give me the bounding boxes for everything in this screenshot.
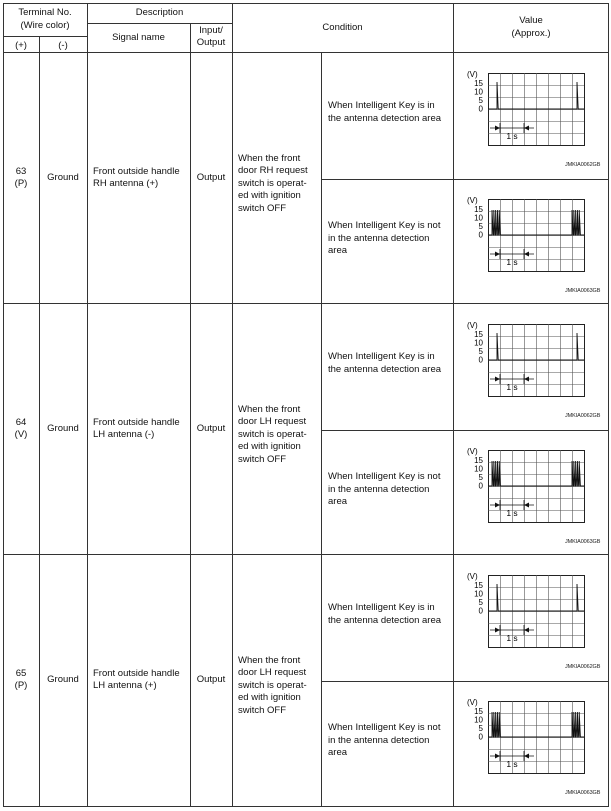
signal-name-line-1: LH antenna (+) — [93, 680, 157, 692]
waveform-y-tick: 5 — [478, 222, 483, 231]
waveform-y-tick: 10 — [474, 338, 483, 348]
waveform-y-tick: 15 — [474, 456, 483, 465]
waveform-trace — [488, 210, 584, 235]
waveform-figure-code: JMKIA0062GB — [565, 413, 601, 419]
condition-sub-line-2: area — [328, 245, 348, 257]
waveform-unit-label: (V) — [467, 698, 478, 707]
waveform-y-tick: 10 — [474, 715, 483, 725]
condition-main-line-4: switch OFF — [238, 704, 287, 716]
condition-main-line-0: When the front — [238, 152, 301, 164]
condition-main-line-4: switch OFF — [238, 453, 287, 465]
condition-main-line-2: switch is operat- — [238, 177, 307, 189]
header-minus: (-) — [58, 40, 68, 51]
time-marker-arrow — [495, 503, 500, 508]
header-io-line-0: Input/ — [199, 25, 223, 36]
condition-sub-line-0: When Intelligent Key is in — [328, 351, 435, 363]
header-plus: (+) — [15, 40, 27, 51]
time-marker-label: 1 s — [506, 759, 518, 769]
waveform-figure-code: JMKIA0062GB — [565, 162, 601, 168]
waveform-trace — [488, 82, 584, 109]
waveform-y-tick: 10 — [474, 589, 483, 599]
waveform-y-tick: 0 — [478, 104, 483, 114]
condition-main-line-3: ed with ignition — [238, 190, 301, 202]
waveform-unit-label: (V) — [467, 572, 478, 581]
time-marker-label: 1 s — [506, 131, 518, 141]
waveform-y-tick: 15 — [474, 581, 483, 590]
condition-main-line-0: When the front — [238, 403, 301, 415]
waveform-y-tick: 5 — [478, 473, 483, 482]
header-condition: Condition — [322, 22, 363, 33]
time-marker-label: 1 s — [506, 508, 518, 518]
condition-main-line-4: switch OFF — [238, 202, 287, 214]
header-wire-color: (Wire color) — [20, 20, 70, 31]
time-marker-arrow — [495, 377, 500, 382]
waveform-unit-label: (V) — [467, 70, 478, 79]
signal-name-line-1: RH antenna (+) — [93, 178, 159, 190]
condition-main-line-2: switch is operat- — [238, 428, 307, 440]
terminal-minus: Ground — [47, 673, 79, 685]
waveform-single-pulse — [461, 318, 609, 420]
waveform-y-tick: 0 — [478, 355, 483, 365]
waveform-unit-label: (V) — [467, 321, 478, 330]
terminal-number: 65 — [15, 667, 27, 679]
waveform-y-tick: 0 — [478, 230, 483, 240]
waveform-y-tick: 15 — [474, 79, 483, 88]
condition-sub-line-2: area — [328, 496, 348, 508]
signal-name-line-0: Front outside handle — [93, 165, 180, 177]
terminal-wire-color: (P) — [14, 679, 28, 691]
time-marker-label: 1 s — [506, 257, 518, 267]
signal-name-line-0: Front outside handle — [93, 416, 180, 428]
waveform-single-pulse — [461, 67, 609, 169]
waveform-y-tick: 15 — [474, 205, 483, 214]
terminal-signal-table — [3, 3, 609, 807]
waveform-figure-code: JMKIA0063GB — [565, 790, 601, 796]
waveform-y-tick: 10 — [474, 87, 483, 97]
time-marker-arrow — [495, 126, 500, 131]
header-signal-name: Signal name — [112, 32, 165, 43]
waveform-trace — [488, 333, 584, 360]
header-io-line-1: Output — [196, 37, 226, 48]
condition-main-line-3: ed with ignition — [238, 441, 301, 453]
terminal-number: 64 — [15, 416, 27, 428]
header-value: Value — [519, 15, 543, 26]
header-terminal-no: Terminal No. — [18, 7, 72, 18]
terminal-wire-color: (P) — [14, 177, 28, 189]
condition-sub-line-1: the antenna detection area — [328, 113, 442, 124]
time-marker-arrow — [495, 754, 500, 759]
io-direction: Output — [196, 673, 226, 685]
waveform-y-tick: 0 — [478, 732, 483, 742]
waveform-trace — [488, 584, 584, 611]
waveform-trace — [488, 712, 584, 737]
waveform-unit-label: (V) — [467, 447, 478, 456]
time-marker-label: 1 s — [506, 382, 518, 392]
condition-sub-line-0: When Intelligent Key is in — [328, 602, 435, 614]
waveform-y-tick: 10 — [474, 213, 483, 223]
condition-sub-line-1: in the antenna detection — [328, 483, 430, 495]
condition-sub-line-0: When Intelligent Key is in — [328, 100, 435, 112]
condition-sub-line-1: the antenna detection area — [328, 615, 442, 626]
header-description: Description — [135, 7, 184, 18]
waveform-pulse-burst — [461, 444, 609, 546]
waveform-figure-code: JMKIA0062GB — [565, 664, 601, 670]
terminal-minus: Ground — [47, 171, 79, 183]
condition-sub-line-0: When Intelligent Key is not — [328, 471, 441, 483]
condition-sub-line-1: in the antenna detection — [328, 734, 430, 746]
condition-sub-line-0: When Intelligent Key is not — [328, 722, 441, 734]
condition-main-line-1: door LH request — [238, 416, 307, 428]
waveform-y-tick: 15 — [474, 330, 483, 339]
waveform-y-tick: 15 — [474, 707, 483, 716]
waveform-y-tick: 0 — [478, 481, 483, 491]
waveform-single-pulse — [461, 569, 609, 671]
waveform-unit-label: (V) — [467, 196, 478, 205]
header-value-approx: (Approx.) — [511, 28, 551, 39]
terminal-minus: Ground — [47, 422, 79, 434]
signal-name-line-1: LH antenna (-) — [93, 429, 155, 441]
waveform-y-tick: 5 — [478, 96, 483, 105]
terminal-number: 63 — [15, 165, 27, 177]
condition-main-line-1: door LH request — [238, 667, 307, 679]
signal-name-line-0: Front outside handle — [93, 667, 180, 679]
time-marker-arrow — [495, 252, 500, 257]
waveform-pulse-burst — [461, 695, 609, 797]
io-direction: Output — [196, 422, 226, 434]
waveform-trace — [488, 461, 584, 486]
condition-sub-line-1: the antenna detection area — [328, 364, 442, 375]
waveform-y-tick: 0 — [478, 606, 483, 616]
time-marker-label: 1 s — [506, 633, 518, 643]
waveform-figure-code: JMKIA0063GB — [565, 539, 601, 545]
condition-main-line-0: When the front — [238, 654, 301, 666]
waveform-pulse-burst — [461, 193, 609, 295]
io-direction: Output — [196, 171, 226, 183]
condition-main-line-3: ed with ignition — [238, 692, 301, 704]
waveform-y-tick: 5 — [478, 724, 483, 733]
time-marker-arrow — [495, 628, 500, 633]
condition-sub-line-2: area — [328, 747, 348, 759]
condition-main-line-1: door RH request — [238, 165, 308, 177]
waveform-y-tick: 5 — [478, 598, 483, 607]
waveform-y-tick: 10 — [474, 464, 483, 474]
condition-main-line-2: switch is operat- — [238, 679, 307, 691]
waveform-figure-code: JMKIA0063GB — [565, 288, 601, 294]
condition-sub-line-1: in the antenna detection — [328, 232, 430, 244]
terminal-wire-color: (V) — [14, 428, 28, 440]
condition-sub-line-0: When Intelligent Key is not — [328, 220, 441, 232]
waveform-y-tick: 5 — [478, 347, 483, 356]
